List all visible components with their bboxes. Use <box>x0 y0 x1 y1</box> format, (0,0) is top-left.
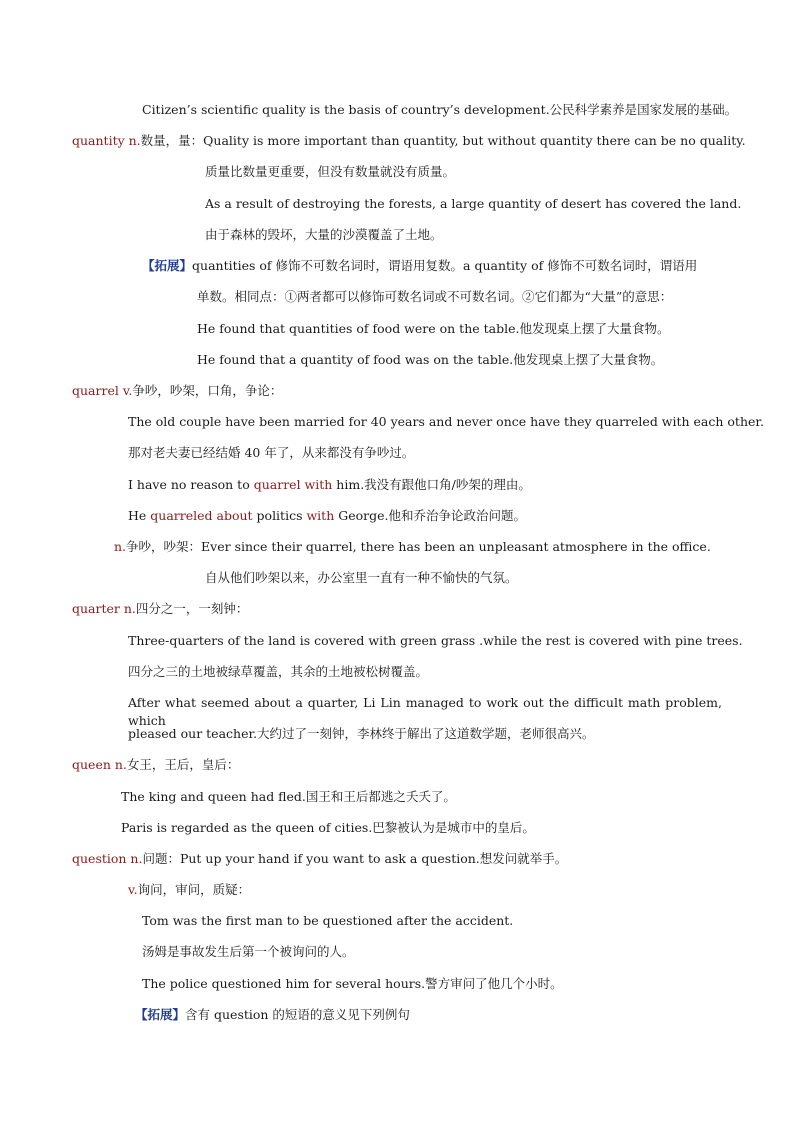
sentence-line: Citizen’s scientific quality is the basis of country’s development.公民科学素养是国家发展的基础。 <box>142 102 738 117</box>
example-line: The king and queen had fled.国王和王后都逃之夭夭了。 <box>121 789 456 804</box>
translation-line: 那对老夫妻已经结婚 40 年了，从来都没有争吵过。 <box>128 445 415 460</box>
example-line: The old couple have been married for 40 years and never once have they quarreled with each other. <box>128 414 764 429</box>
text-part: I have no reason to <box>128 477 254 492</box>
definition-text: 女王，王后，皇后： <box>126 757 240 772</box>
headword: quarter n. <box>72 601 136 616</box>
entry-quarrel-noun <box>114 538 711 556</box>
entry-question <box>72 850 567 868</box>
headword: queen n. <box>72 757 127 772</box>
translation-line: 汤姆是事故发生后第一个被询问的人。 <box>142 944 355 959</box>
translation-line: 由于森林的毁坏，大量的沙漠覆盖了土地。 <box>205 227 443 242</box>
example-line: Paris is regarded as the queen of cities.巴黎被认为是城市中的皇后。 <box>121 820 535 835</box>
phrase-highlight: quarrel with <box>253 477 333 492</box>
example-line: Tom was the first man to be questioned after the accident. <box>142 913 514 928</box>
example-line: Three-quarters of the land is covered with green grass .while the rest is covered with pine trees. <box>128 633 743 648</box>
extension-text-line: 单数。相同点：①两者都可以修饰可数名词或不可数名词。②它们都为“大量”的意思： <box>197 289 673 304</box>
example-line: He found that a quantity of food was on the table.他发现桌上摆了大量食物。 <box>197 352 664 367</box>
extension-tag: 【拓展】 <box>142 258 193 273</box>
translation-line: 四分之三的土地被绿草覆盖，其余的土地被松树覆盖。 <box>128 664 429 679</box>
translation-line: 质量比数量更重要，但没有数量就没有质量。 <box>205 164 456 179</box>
example-line <box>128 507 526 525</box>
extension-text: 含有 question 的短语的意义见下列例句 <box>185 1007 410 1022</box>
entry-quantity <box>72 132 746 150</box>
text-part: politics <box>252 508 307 523</box>
definition-text: 争吵，吵架：Ever since their quarrel, there has been an unpleasant atmosphere in the office. <box>126 539 711 554</box>
example-line: After what seemed about a quarter, Li Lin managed to work out the difficult math problem, which <box>128 695 722 728</box>
definition-text: 数量，量：Quality is more important than quantity, but without quantity there can be no quality. <box>140 133 746 148</box>
extension-tag: 【拓展】 <box>135 1007 186 1022</box>
part-of-speech: n. <box>114 539 127 554</box>
entry-quarter <box>72 600 248 618</box>
headword: question n. <box>72 851 143 866</box>
definition-text: 问题：Put up your hand if you want to ask a question.想发问就举手。 <box>142 851 568 866</box>
headword: quarrel v. <box>72 383 133 398</box>
definition-text: 四分之一，一刻钟： <box>135 601 249 616</box>
entry-question-verb <box>128 881 250 899</box>
translation-line: 自从他们吵架以来，办公室里一直有一种不愉快的气氛。 <box>205 570 518 585</box>
phrase-highlight: with <box>306 508 335 523</box>
entry-queen <box>72 756 239 774</box>
text-part: George.他和乔治争论政治问题。 <box>334 508 526 523</box>
extension-note <box>135 1006 410 1024</box>
headword: quantity n. <box>72 133 141 148</box>
extension-text: quantities of 修饰不可数名词时，谓语用复数。a quantity of 修饰不可数名词时，谓语用 <box>192 258 698 273</box>
extension-note <box>142 257 697 275</box>
example-line <box>128 476 531 494</box>
example-line: pleased our teacher.大约过了一刻钟，李林终于解出了这道数学题，老师很高兴。 <box>128 726 595 741</box>
example-line: He found that quantities of food were on the table.他发现桌上摆了大量食物。 <box>197 321 670 336</box>
phrase-highlight: quarreled about <box>150 508 253 523</box>
example-line: As a result of destroying the forests, a large quantity of desert has covered the land. <box>205 196 742 211</box>
entry-quarrel <box>72 382 282 400</box>
text-part: him.我没有跟他口角/吵架的理由。 <box>332 477 531 492</box>
example-line: The police questioned him for several hours.警方审问了他几个小时。 <box>142 976 563 991</box>
definition-text: 争吵，吵架，口角，争论： <box>132 383 283 398</box>
definition-text: 询问，审问，质疑： <box>137 882 251 897</box>
text-part: He <box>128 508 151 523</box>
part-of-speech: v. <box>128 882 138 897</box>
